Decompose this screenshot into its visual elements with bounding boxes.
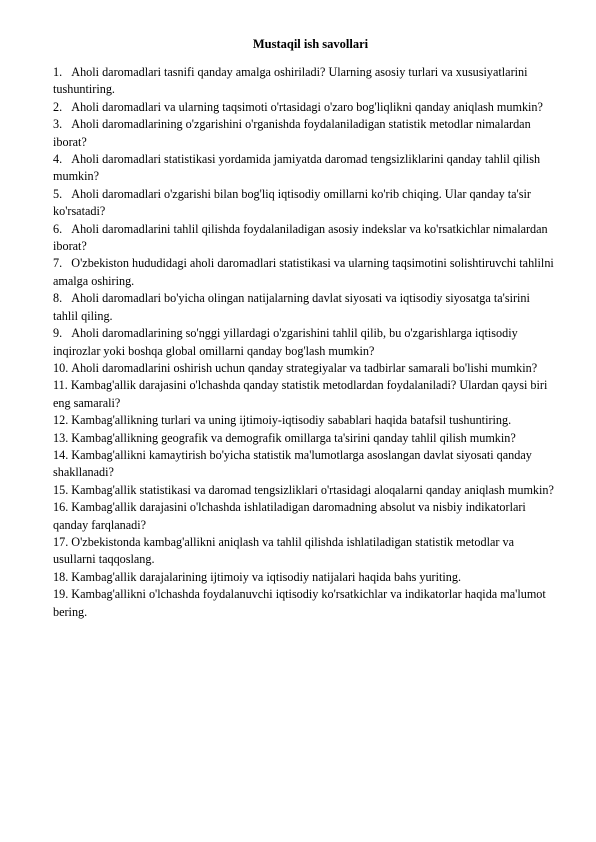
question-text: Kambag'allikning geografik va demografik omillarga ta'sirini qanday tahlil qilish mumkin? bbox=[71, 430, 516, 445]
question-number: 16. bbox=[53, 500, 72, 515]
question-item bbox=[53, 325, 556, 360]
question-item bbox=[53, 534, 556, 569]
question-list bbox=[53, 64, 556, 621]
question-number: 3. bbox=[53, 117, 72, 132]
question-item bbox=[53, 412, 556, 429]
question-number: 2. bbox=[53, 99, 72, 114]
question-number: 7. bbox=[53, 256, 72, 271]
question-item bbox=[53, 290, 556, 325]
question-text: O'zbekistonda kambag'allikni aniqlash va tahlil qilishda ishlatiladigan statistik metodlar va usullarni taqqoslang. bbox=[53, 534, 514, 567]
question-item bbox=[53, 151, 556, 186]
question-item bbox=[53, 116, 556, 151]
question-text: Kambag'allikni kamaytirish bo'yicha statistik ma'lumotlarga asoslangan davlat siyosati qanday shakllanadi? bbox=[53, 447, 532, 480]
question-text: Aholi daromadlari o'zgarishi bilan bog'liq iqtisodiy omillarni ko'rib chiqing. Ular qanday ta'sir ko'rsatadi? bbox=[53, 186, 531, 219]
question-text: Kambag'allikni o'lchashda foydalanuvchi iqtisodiy ko'rsatkichlar va indikatorlar haqida ma'lumot bering. bbox=[53, 587, 546, 619]
question-item bbox=[53, 447, 556, 482]
question-number: 8. bbox=[53, 291, 72, 306]
question-number: 1. bbox=[53, 65, 72, 79]
question-item bbox=[53, 64, 556, 99]
question-number: 15. bbox=[53, 482, 72, 497]
question-number: 9. bbox=[53, 326, 72, 341]
question-item bbox=[53, 186, 556, 221]
question-text: Aholi daromadlarining so'nggi yillardagi o'zgarishini tahlil qilib, bu o'zgarishlarga iqtisodiy inqirozlar yoki boshqa global omillarni qanday bog'lash mumkin? bbox=[53, 326, 518, 358]
question-item bbox=[53, 569, 556, 586]
question-text: Aholi daromadlari statistikasi yordamida jamiyatda daromad tengsizliklarini qanday tahlil qilish mumkin? bbox=[53, 152, 541, 184]
question-text: Kambag'allik statistikasi va daromad tengsizliklari o'rtasidagi aloqalarni qanday aniqlash mumkin? bbox=[71, 482, 554, 497]
question-item bbox=[53, 99, 556, 116]
question-text: Aholi daromadlarining o'zgarishini o'rganishda foydalaniladigan statistik metodlar nimalardan iborat? bbox=[53, 117, 531, 149]
question-text: Aholi daromadlari bo'yicha olingan natijalarning davlat siyosati va iqtisodiy siyosatga ta'sirini tahlil qiling. bbox=[53, 291, 530, 323]
question-text: Kambag'allikning turlari va uning ijtimoiy-iqtisodiy sabablari haqida batafsil tushuntiring. bbox=[71, 413, 512, 428]
question-number: 13. bbox=[53, 430, 72, 445]
question-item bbox=[53, 586, 556, 621]
question-item bbox=[53, 499, 556, 534]
question-item bbox=[53, 482, 556, 499]
question-number: 17. bbox=[53, 534, 72, 549]
question-text: Kambag'allik darajasini o'lchashda ishlatiladigan daromadning absolut va nisbiy indikatorlari qanday farqlanadi? bbox=[53, 500, 526, 532]
question-number: 6. bbox=[53, 221, 72, 236]
question-number: 4. bbox=[53, 152, 72, 167]
question-text: Aholi daromadlari tasnifi qanday amalga oshiriladi? Ularning asosiy turlari va xususiyatlarini tushuntiring. bbox=[53, 65, 528, 97]
question-item bbox=[53, 360, 556, 377]
question-item bbox=[53, 221, 556, 256]
question-text: Aholi daromadlarini oshirish uchun qanday strategiyalar va tadbirlar samarali bo'lishi mumkin? bbox=[71, 360, 538, 375]
question-number: 10. bbox=[53, 360, 72, 375]
question-text: Kambag'allik darajasini o'lchashda qanday statistik metodlardan foydalaniladi? Ulardan qaysi biri eng samarali? bbox=[53, 378, 548, 410]
question-number: 19. bbox=[53, 587, 72, 602]
question-item bbox=[53, 255, 556, 290]
question-text: O'zbekiston hududidagi aholi daromadlari statistikasi va ularning taqsimotini solishtiruvchi tahlilni amalga oshiring. bbox=[53, 256, 554, 288]
question-text: Kambag'allik darajalarining ijtimoiy va iqtisodiy natijalari haqida bahs yuriting. bbox=[71, 569, 462, 584]
question-text: Aholi daromadlari va ularning taqsimoti o'rtasidagi o'zaro bog'liqlikni qanday aniqlash mumkin? bbox=[71, 99, 543, 114]
question-number: 18. bbox=[53, 569, 72, 584]
document-title: Mustaqil ish savollari bbox=[252, 37, 369, 51]
question-number: 14. bbox=[53, 447, 72, 462]
question-number: 5. bbox=[53, 186, 72, 201]
question-item bbox=[53, 377, 556, 412]
question-number: 12. bbox=[53, 413, 72, 428]
question-item bbox=[53, 430, 556, 447]
question-text: Aholi daromadlarini tahlil qilishda foydalaniladigan asosiy indekslar va ko'rsatkichlar nimalardan iborat? bbox=[53, 221, 548, 254]
question-number: 11. bbox=[53, 378, 71, 393]
